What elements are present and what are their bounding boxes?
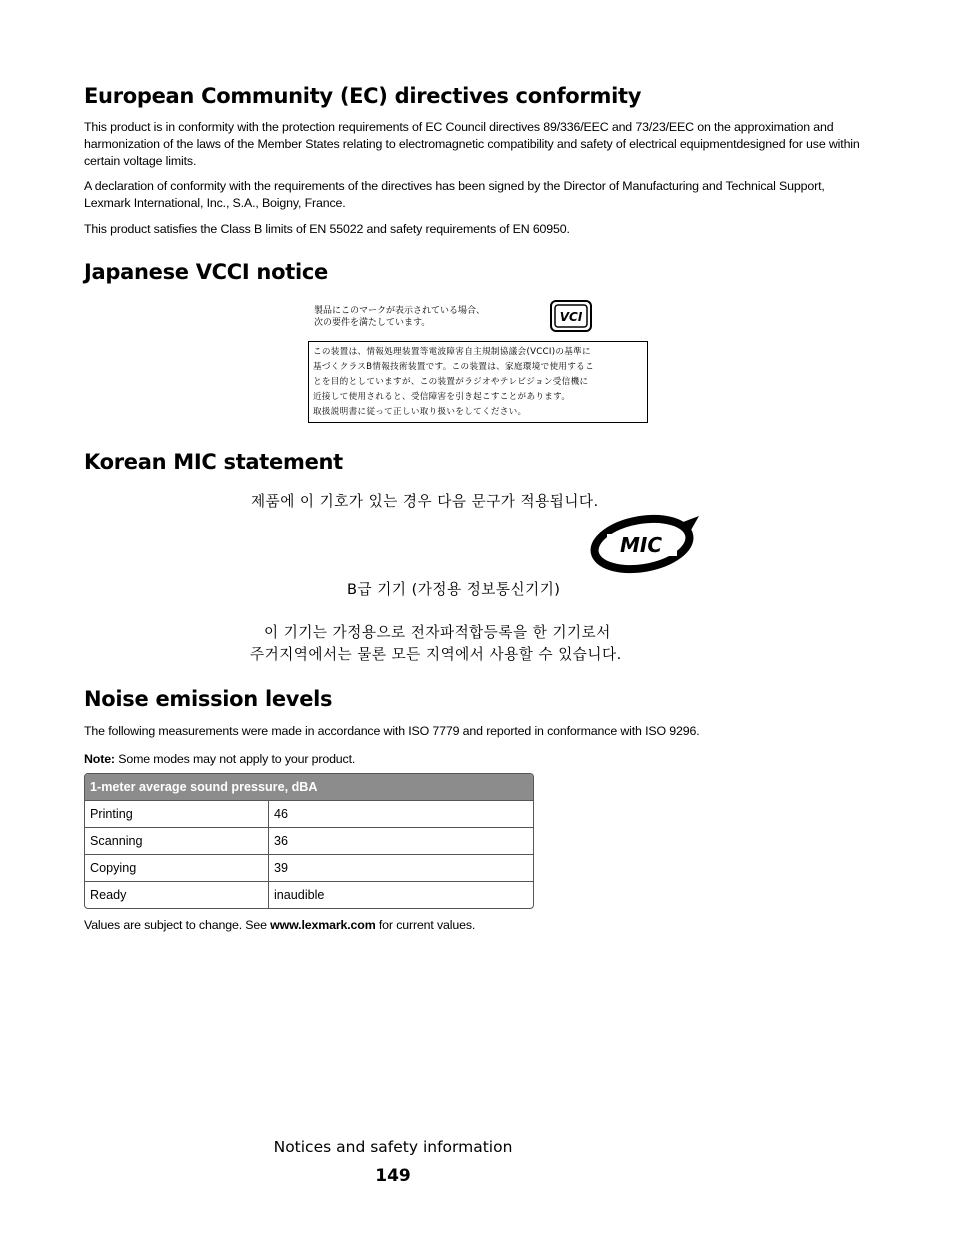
noise-table [84,773,534,909]
table-row [85,881,533,908]
vcci-box-line: 近接して使用されると、受信障害を引き起こすことがあります。 [313,392,571,402]
vcci-mark-icon [550,300,592,332]
noise-footer [84,917,870,934]
ec-paragraph-1: This product is in conformity with the protection requirements of EC Council directives 89/336/EEC and 73/23/EEC on the approximation and harmonization of the laws of the Member States relating to electromagnetic compatibility and safety of electrical equipmentdesigned for use within certain voltage limits. [84,120,860,168]
value-cell: inaudible [269,881,533,908]
lexmark-link[interactable]: www.lexmark.com [270,918,376,932]
vcci-intro-line-1: 製品にこのマークが表示されている場合、 [314,306,486,316]
noise-footer-pre: Values are subject to change. See [84,918,271,932]
value-cell: 36 [269,827,533,854]
mode-cell: Ready [85,881,269,908]
noise-footer-post: for current values. [375,918,476,932]
vcci-box-line: とを目的としていますが、この装置がラジオやテレビジョン受信機に [313,377,589,387]
ec-heading: European Community (EC) directives conformity [84,84,642,108]
mic-heading: Korean MIC statement [84,450,343,474]
ec-paragraph-3: This product satisfies the Class B limits of EN 55022 and safety requirements of EN 60950. [84,222,570,236]
vcci-intro-line-2: 次の要件を満たしています。 [314,318,431,328]
ec-paragraph-2: A declaration of conformity with the requirements of the directives has been signed by the Director of Manufacturing and Technical Support, Lexmark International, Inc., S.A., Boigny, France. [84,179,825,210]
table-header-row [85,774,533,800]
vcci-box-line: 取扱説明書に従って正しい取り扱いをしてください。 [313,407,527,417]
page-number: 149 [375,1166,411,1186]
table-row [85,854,533,881]
mic-mark-icon [587,514,701,574]
vcci-box-line: この装置は、情報処理装置等電波障害自主規制協議会(VCCI)の基準に [313,347,591,357]
mic-line-4: 주거지역에서는 물론 모든 지역에서 사용할 수 있습니다. [250,646,622,663]
noise-heading: Noise emission levels [84,687,333,711]
table-header: 1-meter average sound pressure, dBA [85,774,533,800]
noise-intro: The following measurements were made in accordance with ISO 7779 and reported in conformance with ISO 9296. [84,724,700,738]
mode-cell: Printing [85,800,269,827]
vcci-intro [314,305,534,329]
mic-class-b: B급 기기 (가정용 정보통신기기) [347,581,561,598]
vcci-mark-text: VCI [559,310,583,324]
value-cell: 39 [269,854,533,881]
vcci-box-line: 基づくクラスB情報技術装置です。この装置は、家庭環境で使用するこ [313,362,594,372]
vcci-heading: Japanese VCCI notice [84,260,328,284]
table-row [85,827,533,854]
mode-cell: Scanning [85,827,269,854]
mic-line-1: 제품에 이 기호가 있는 경우 다음 문구가 적용됩니다. [251,493,599,510]
mic-line-3: 이 기기는 가정용으로 전자파적합등록을 한 기기로서 [264,624,611,641]
note-label: Note: [84,752,115,766]
note-text: Some modes may not apply to your product. [114,752,356,766]
noise-note [84,751,870,768]
footer-title: Notices and safety information [273,1138,513,1156]
mic-mark-text: MIC [619,533,663,557]
value-cell: 46 [269,800,533,827]
table-row [85,800,533,827]
vcci-statement-box [308,341,648,423]
mode-cell: Copying [85,854,269,881]
